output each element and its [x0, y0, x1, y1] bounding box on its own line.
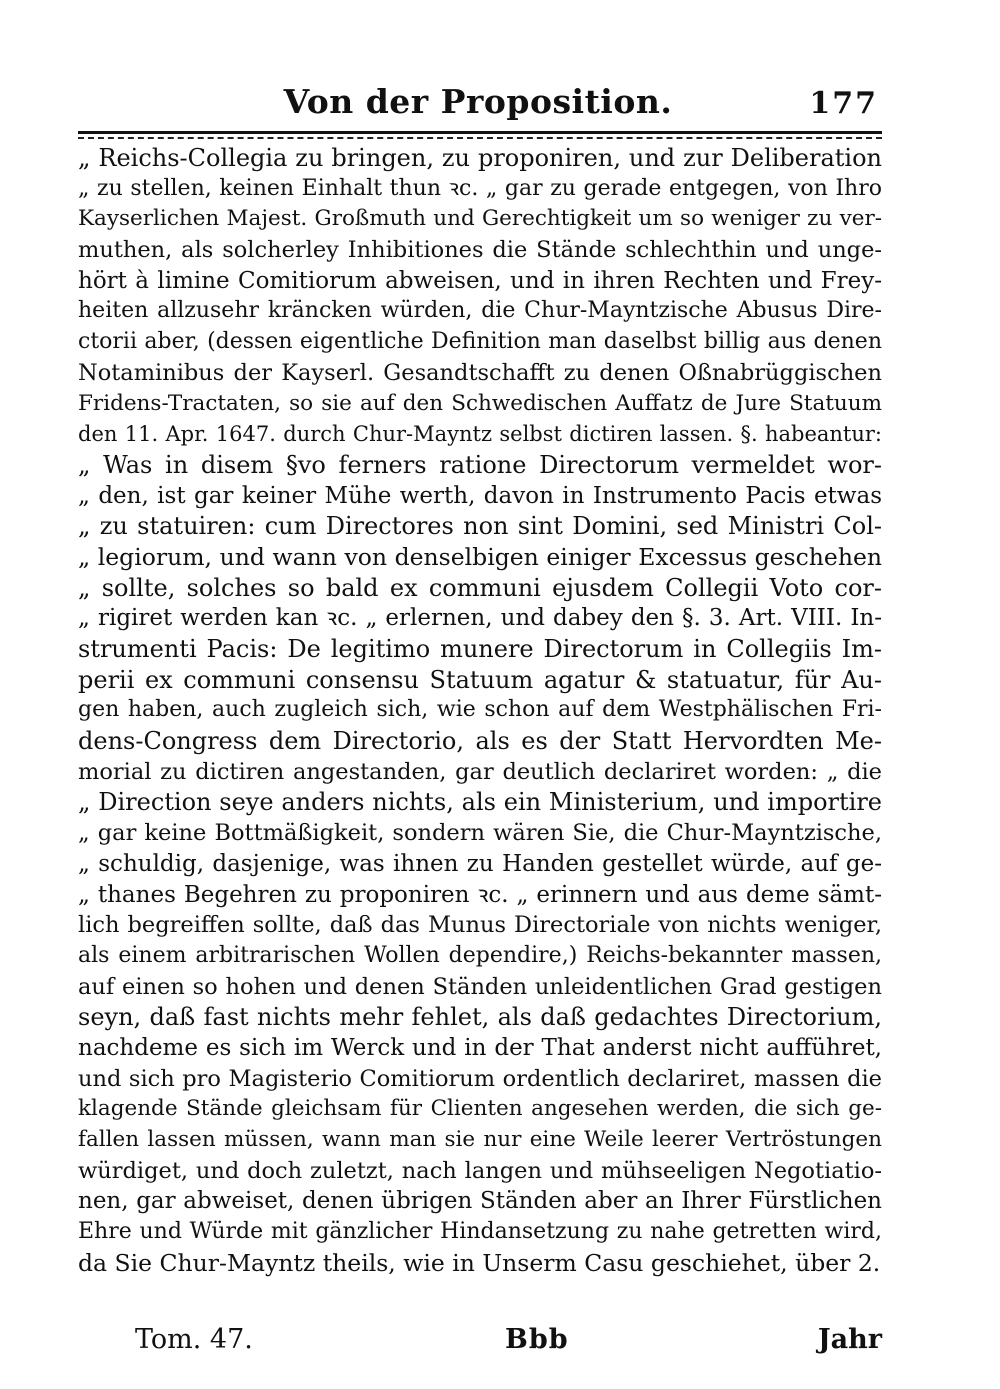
body-text — [78, 143, 882, 1278]
text-line: Fridens-Tractaten, so sie auf den Schwedischen Auffatz de Jure Statuum — [78, 390, 882, 416]
text-line: „ legiorum, und wann von denselbigen einiger Excessus geschehen — [78, 542, 882, 571]
text-line: auf einen so hohen und denen Ständen unleidentlichen Grad gestigen — [78, 973, 882, 1000]
text-line: „ gar keine Bottmäßigkeit, sondern wären Sie, die Chur-Mayntzische, — [78, 820, 882, 847]
text-line: seyn, daß fast nichts mehr fehlet, als daß gedachtes Directorium, — [78, 1003, 882, 1032]
text-line: Notaminibus der Kayserl. Gesandtschafft zu denen Oßnabrüggischen — [78, 359, 882, 386]
text-line: heiten allzusehr kräncken würden, die Chur-Mayntzische Abusus Dire- — [78, 298, 882, 324]
text-line: „ Direction seye anders nichts, als ein Ministerium, und importire — [78, 788, 882, 817]
catchword: Jahr — [817, 1324, 882, 1355]
text-line: gen haben, auch zugleich sich, wie schon auf dem Westphälischen Fri- — [78, 697, 882, 723]
text-line: „ rigiret werden kan ꝛc. „ erlernen, und dabey den §. 3. Art. VIII. In- — [78, 605, 882, 632]
page-header — [78, 82, 878, 122]
text-line: da Sie Chur-Mayntz theils, wie in Unserm Casu geschiehet, über 2. — [78, 1248, 881, 1277]
header-rule — [78, 131, 882, 134]
text-line: hört à limine Comitiorum abweisen, und in ihren Rechten und Frey- — [78, 267, 882, 294]
text-line: als einem arbitrarischen Wollen dependire,) Reichs-bekannter massen, — [78, 942, 882, 968]
signature-mark: Bbb — [505, 1324, 569, 1355]
text-line: würdiget, und doch zuletzt, nach langen und mühseeligen Negotiatio- — [78, 1157, 882, 1184]
text-line: „ zu stellen, keinen Einhalt thun ꝛc. „ gar zu gerade entgegen, von Ihro — [78, 175, 882, 201]
text-line: fallen lassen müssen, wann man sie nur eine Weile leerer Vertröstungen — [78, 1127, 882, 1152]
text-line: „ schuldig, dasjenige, was ihnen zu Handen gestellet würde, auf ge- — [78, 850, 882, 877]
text-line: strumenti Pacis: De legitimo munere Directorum in Collegiis Im- — [78, 635, 882, 663]
text-line: lich begreiffen sollte, daß das Munus Directoriale von nichts weniger, — [78, 912, 882, 939]
text-line: Kayserlichen Majest. Großmuth und Gerechtigkeit um so weniger zu ver- — [78, 206, 882, 232]
page-footer — [135, 1322, 882, 1358]
text-line: muthen, als solcherley Inhibitiones die Stände schlechthin und unge- — [78, 237, 882, 264]
text-line: „ thanes Begehren zu proponiren ꝛc. „ erinnern und aus deme sämt- — [78, 881, 882, 908]
text-line: nachdeme es sich im Werck und in der That anderst nicht aufführet, — [78, 1034, 882, 1061]
text-line: Ehre und Würde mit gänzlicher Hindansetzung zu nahe getretten wird, — [78, 1219, 882, 1245]
text-line: und sich pro Magisterio Comitiorum ordentlich declariret, massen die — [78, 1065, 882, 1092]
text-line: „ den, ist gar keiner Mühe werth, davon in Instrumento Pacis etwas — [78, 482, 882, 509]
text-line: „ Was in disem §vo ferners ratione Directorum vermeldet wor- — [78, 450, 882, 479]
text-line: morial zu dictiren angestanden, gar deutlich declariret worden: „ die — [78, 758, 882, 785]
volume-label: Tom. 47. — [135, 1324, 253, 1355]
running-title: Von der Proposition. — [283, 82, 673, 121]
text-line: nen, gar abweiset, denen übrigen Ständen aber an Ihrer Fürstlichen — [78, 1188, 882, 1215]
text-line: ctorii aber, (dessen eigentliche Definition man daselbst billig aus denen — [78, 329, 882, 355]
text-line: perii ex communi consensu Statuum agatur & statuatur, für Au- — [78, 665, 882, 694]
text-line: den 11. Apr. 1647. durch Chur-Mayntz selbst dictiren lassen. §. habeantur: — [78, 422, 882, 447]
text-line: dens-Congress dem Directorio, als es der Statt Hervordten Me- — [78, 727, 882, 756]
page-number: 177 — [809, 86, 878, 121]
text-line: „ zu statuiren: cum Directores non sint Domini, sed Ministri Col- — [78, 512, 882, 541]
text-line: „ Reichs-Collegia zu bringen, zu proponiren, und zur Deliberation — [78, 144, 882, 172]
text-line: „ sollte, solches so bald ex communi ejusdem Collegii Voto cor- — [78, 573, 882, 602]
text-line: klagende Stände gleichsam für Clienten angesehen werden, die sich ge- — [78, 1096, 882, 1122]
